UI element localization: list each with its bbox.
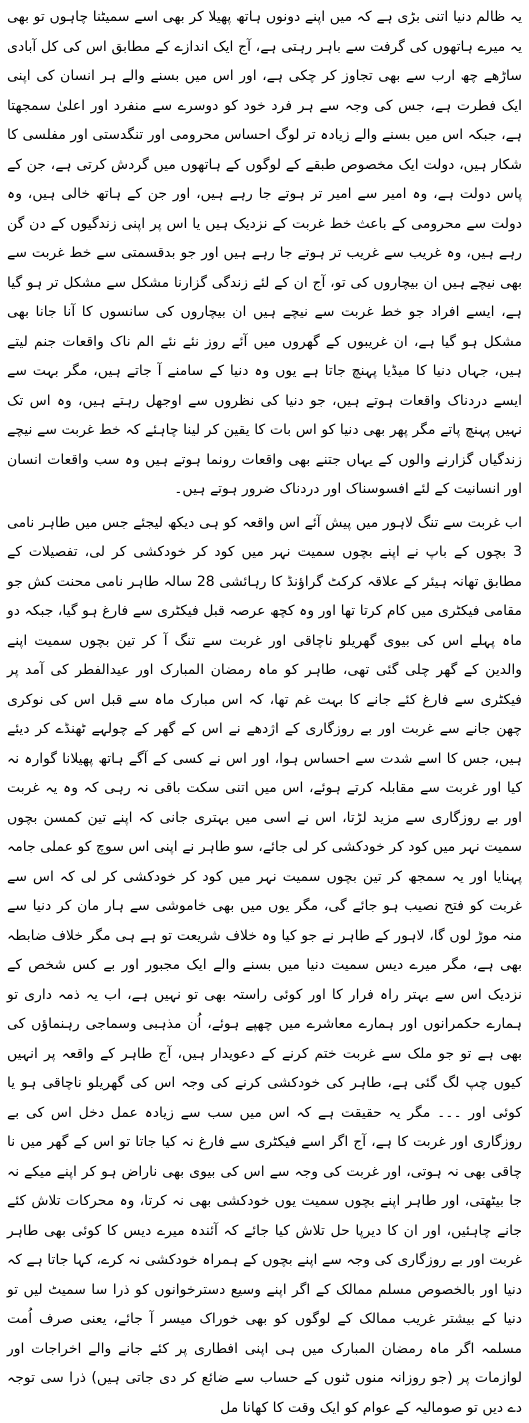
article-paragraph-1: یہ ظالم دنیا اتنی بڑی ہے کہ میں اپنے دونوں ہاتھ پھیلا کر بھی اسے سمیٹنا چاہوں تو بھی یہ میرے ہاتھوں کی گرفت سے باہر رہتی ہے، آج ایک اندازے کے مطابق اس کی کل آبادی ساڑھے چھ ارب سے بھی تجاوز کر چکی ہے، اور اس میں بسنے والے ہر انسان کی اپنی ایک فطرت ہے، جس کی وجہ سے ہر فرد خود کو دوسرے سے منفرد اور اعلیٰ سمجھتا ہے، جبکہ اس میں بسنے والے زیادہ تر لوگ احساس محرومی اور تنگدستی اور مفلسی کا شکار ہیں، دولت ایک مخصوص طبقے کے لوگوں کے ہاتھوں میں گردش کرتی ہے، جن کے پاس دولت ہے، وہ امیر سے امیر تر ہوتے جا رہے ہیں، اور جن کے ہاتھ خالی ہیں، وہ دولت سے محرومی کے باعث خط غربت کے نزدیک ہیں یا اس پر اپنی زندگیوں کے دن گن رہے ہیں، وہ غریب سے غریب تر ہوتے جا رہے ہیں اور جو بدقسمتی سے خط غربت سے بھی نیچے ہیں ان بیچاروں کی تو، آج ان کے لئے زندگی گزارنا مشکل سے مشکل تر ہو گیا ہے، ایسے افراد جو خط غربت سے نیچے ہیں ان بیچاروں کی سانسوں کا آنا جانا بھی مشکل ہو گیا ہے، ان غریبوں کے گھروں میں آئے روز نئے نئے الم ناک واقعات جنم لیتے ہیں، جہاں دنیا کا میڈیا پہنچ جاتا ہے یوں وہ دنیا کے سامنے آ جاتے ہیں، مگر بہت سے ایسے دردناک واقعات ہوتے ہیں، جو دنیا کی نظروں سے اوجھل رہتے ہیں، وہ اس تک نہیں پہنچ پاتے مگر پھر بھی دنیا کو اس بات کا یقین کر لینا چاہئے کہ خط غربت سے نیچے زندگیاں گزارنے والوں کے یہاں جتنے بھی واقعات رونما ہوتے ہیں وہ سب واقعات انسان اور انسانیت کے لئے افسوسناک اور دردناک ضرور ہوتے ہیں۔ (7, 3, 522, 505)
article-paragraph-2: اب غربت سے تنگ لاہور میں پیش آئے اس واقعہ کو ہی دیکھ لیجئے جس میں طاہر نامی 3 بچوں کے باپ نے اپنے بچوں سمیت نہر میں کود کر خودکشی کر لی، تفصیلات کے مطابق تھانہ ہیئر کے علاقہ کرکٹ گراؤنڈ کا رہائشی 28 سالہ طاہر نامی محنت کش جو مقامی فیکٹری میں کام کرتا تھا اور وہ کچھ عرصہ قبل فیکٹری سے فارغ ہو گیا، جبکہ دو ماہ پہلے اس کی بیوی گھریلو ناچاقی اور غربت سے تنگ آ کر تین بچوں سمیت اپنے والدین کے گھر چلی گئی تھی، طاہر کو ماہ رمضان المبارک اور عیدالفطر کی آمد پر فیکٹری سے فارغ کئے جانے کا بہت غم تھا، کہ اس مبارک ماہ سے قبل اس کی نوکری چھن جانے سے غربت اور بے روزگاری کے اژدھے نے اس کے گھر کے چولہے ٹھنڈے کر دیئے ہیں، جس کا اسے شدت سے احساس ہوا، اور اس نے کسی کے آگے ہاتھ پھیلانا گوارہ نہ کیا اور غربت سے مقابلہ کرتے ہوئے، اس میں اتنی سکت باقی نہ رہی کہ وہ یہ غربت اور بے روزگاری سے مزید لڑتا، اس نے اسی میں بہتری جانی کہ اپنے تین کمسن بچوں سمیت نہر میں کود کر خودکشی کر لی جائے، سو طاہر نے اپنی اس سوچ کو عملی جامہ پہنایا اور یہ سمجھ کر تین بچوں سمیت نہر میں کود کر خودکشی کر لی کہ اس سے غربت کو فتح نصیب ہو جائے گی، مگر یوں میں بھی خاموشی سے ہار مان کر دنیا سے منہ موڑ لوں گا، لاہور کے طاہر نے جو کیا وہ خلاف شریعت تو ہے ہی مگر خلاف ضابطہ بھی ہے، مگر میرے دیس سمیت دنیا میں بسنے والے ایک مجبور اور بے کس شخص کے نزدیک اس سے بہتر راہ فرار کا اور کوئی راستہ بھی تو نہیں ہے، اب یہ ذمہ داری تو ہمارے حکمرانوں اور ہمارے معاشرے میں چھپے ہوئے، اُن مذہبی وسماجی رہنماؤں کی بھی ہے تو جو ملک سے غربت ختم کرنے کے دعویدار ہیں، آج طاہر کے واقعہ پر انہیں کیوں چپ لگ گئی ہے، طاہر کی خودکشی کرنے کی وجہ اس کی گھریلو ناچاقی ہو یا کوئی اور ۔۔۔ مگر یہ حقیقت ہے کہ اس میں سب سے زیادہ عمل دخل اس کی بے روزگاری اور غربت کا ہے، آج اگر اسے فیکٹری سے فارغ نہ کیا جاتا تو اس کے گھر میں نا چاقی بھی نہ ہوتی، اور غربت کی وجہ سے اس کی بیوی بھی ناراض ہو کر اپنے میکے نہ جا بیٹھتی، اور طاہر اپنے بچوں سمیت یوں خودکشی بھی نہ کرتا، وہ محرکات تلاش کئے جانے چاہئیں، اور ان کا دیرپا حل تلاش کیا جائے کہ آئندہ میرے دیس کا کوئی بھی طاہر غربت اور بے روزگاری کی وجہ سے اپنے بچوں کے ہمراہ خودکشی نہ کرے، کہا جاتا ہے کہ دنیا اور بالخصوص مسلم ممالک کے اگر اپنے وسیع دسترخوانوں کو ذرا سا سمیٹ لیں تو دنیا کے بیشتر غریب ممالک کے لوگوں کو بھی خوراک میسر آ جائے، یعنی صرف اُمت مسلمہ اگر ماہ رمضان المبارک میں ہی اپنی افطاری پر کئے جانے والے اخراجات اور لوازمات پر (جو روزانہ منوں ٹنوں کے حساب سے ضائع کر دی جاتی ہیں) ذرا سی توجہ دے دیں تو صومالیہ کے عوام کو ایک وقت کا کھانا مل (7, 509, 522, 1423)
